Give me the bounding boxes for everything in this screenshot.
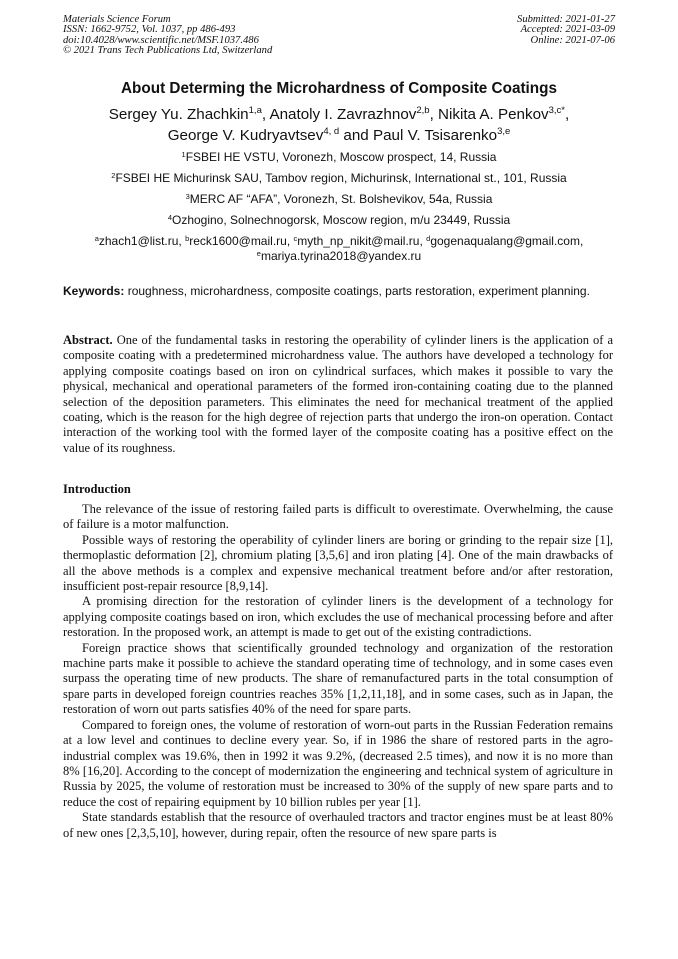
aff-text: MERC AF “AFA”, Voronezh, St. Bolshevikov, 54a, Russia — [189, 192, 493, 206]
abstract-label: Abstract. — [63, 333, 113, 347]
email-sup: e — [256, 249, 261, 258]
email-sup: d — [426, 234, 431, 243]
author-name: Nikita A. Penkov — [438, 106, 549, 123]
email: myth_np_nikit@mail.ru, — [297, 234, 427, 248]
paragraph: A promising direction for the restoration of cylinder liners is the development of a technology for applying composite coatings based on iron, which excludes the use of mechanical processing before and after restoration. In the proposed work, an attempt is made to get out of the existing contradictions. — [63, 594, 613, 640]
paper-title: About Determing the Microhardness of Composite Coatings — [121, 80, 557, 97]
affiliation-2 — [0, 171, 678, 187]
author-sup: 2,b — [416, 105, 430, 116]
email: zhach1@list.ru, — [98, 234, 186, 248]
journal-info — [63, 15, 272, 56]
aff-sup: 1 — [181, 150, 186, 159]
submitted-date: Submitted: 2021-01-27 — [517, 14, 615, 25]
copyright-line: © 2021 Trans Tech Publications Ltd, Switzerland — [63, 44, 273, 56]
author-name: Anatoly I. Zavrazhnov — [269, 106, 417, 123]
online-date: Online: 2021-07-06 — [530, 34, 615, 46]
publication-dates — [517, 15, 615, 46]
affiliation-3 — [0, 192, 678, 208]
paragraph: State standards establish that the resource of overhauled tractors and tractor engines must be at least 80% of new ones [2,3,5,10], however, during repair, often the resource of new spare parts is — [63, 810, 613, 840]
aff-sup: 3 — [185, 192, 190, 201]
author-name: George V. Kudryavtsev — [167, 127, 324, 144]
aff-text: Ozhogino, Solnechnogorsk, Moscow region, m/u 23449, Russia — [171, 213, 511, 227]
email-line-1 — [0, 234, 678, 250]
email: gogenaqualang@gmail.com, — [430, 234, 584, 248]
issn-line: ISSN: 1662-9752, Vol. 1037, pp 486-493 — [63, 24, 236, 36]
author-sup: 3,c* — [548, 105, 565, 116]
aff-sup: 2 — [111, 171, 116, 180]
email-sup: a — [94, 234, 99, 243]
paragraph: The relevance of the issue of restoring failed parts is difficult to overestimate. Overwhelming, the cause of failure is a motor malfunction. — [63, 502, 613, 532]
author-list — [0, 105, 678, 147]
affiliation-4 — [0, 213, 678, 229]
abstract — [63, 333, 613, 456]
accepted-date: Accepted: 2021-03-09 — [520, 24, 615, 36]
author-name: Sergey Yu. Zhachkin — [108, 106, 249, 123]
section-heading-introduction: Introduction — [63, 482, 131, 496]
paragraph: Foreign practice shows that scientifically grounded technology and organization of the restoration machine parts make it possible to achieve the standard operating time of technology, and in some cases even surpass the operating time of new products. The share of remanufactured parts in the total consumption of spare parts in developed foreign countries reaches 35% [1,2,11,18], and in some cases, such as in Japan, the restoration of worn out parts satisfies 40% of the need for spare parts. — [63, 640, 613, 717]
author-name: Paul V. Tsisarenko — [372, 127, 498, 144]
aff-text: FSBEI HE VSTU, Voronezh, Moscow prospect, 14, Russia — [185, 150, 497, 164]
email-sup: b — [185, 234, 190, 243]
affiliation-1 — [0, 150, 678, 166]
journal-name: Materials Science Forum — [63, 14, 171, 25]
author-line-1: Sergey Yu. Zhachkin$^{1,a}$, Anatoly I. Zavrazhnov$^{2,b}$, Nikita A. Penkov$^{3,c*}$, — [108, 105, 570, 123]
abstract-text: One of the fundamental tasks in restoring the operability of cylinder liners is the application of a composite coating with a predetermined microhardness value. The authors have developed a technology for applying composite coatings based on iron on cylindrical surfaces, which makes it possible to vary the physical, mechanical and operational parameters of the formed iron-containing coating due to the planned selection of the deposition parameters. This eliminates the need for mechanical treatment of the applied coating, which is the reason for the high degree of rejection parts that undergo the iron-on operation. Contact interaction of the working tool with the formed layer of the composite coating has a positive effect on the value of its roughness. — [63, 333, 614, 455]
paragraph: Possible ways of restoring the operability of cylinder liners are boring or grinding to the repair size [1], thermoplastic deformation [2], chromium plating [3,5,6] and iron plating [4]. One of the main drawbacks of all the above methods is a complex and expensive mechanical treatment before and/or after restoration, insufficient post-repair resource [8,9,14]. — [63, 532, 613, 594]
aff-sup: 4 — [167, 213, 172, 222]
keywords — [63, 284, 613, 299]
author-sup: 3,e — [497, 126, 511, 137]
aff-text: FSBEI HE Michurinsk SAU, Tambov region, Michurinsk, International st., 101, Russia — [115, 171, 567, 185]
doi-line: doi:10.4028/www.scientific.net/MSF.1037.486 — [63, 34, 259, 46]
author-sup: 4, d — [323, 126, 340, 137]
email-sup: c — [293, 234, 298, 243]
email: reck1600@mail.ru, — [189, 234, 294, 248]
author-line-2: George V. Kudryavtsev$^{4, d}$ and Paul V. Tsisarenko$^{3,e}$ — [167, 126, 511, 144]
keywords-text: roughness, microhardness, composite coatings, parts restoration, experiment planning. — [127, 284, 590, 298]
keywords-label: Keywords: — [63, 284, 125, 298]
author-sup: 1,a — [248, 105, 262, 116]
introduction-body — [63, 502, 613, 841]
email-line-2 — [0, 249, 678, 265]
email: mariya.tyrina2018@yandex.ru — [260, 249, 422, 263]
paragraph: Compared to foreign ones, the volume of restoration of worn-out parts in the Russian Federation remains at a low level and continues to decline every year. So, if in 1986 the share of restored parts in the agro-industrial complex was 19.6%, then in 1992 it was 9.2%, (decreased 2.5 times), and now it is no more than 8% [16,20]. According to the concept of modernization the engineering and technical system of agriculture in Russia by 2025, the volume of restoration must be increased to 30% of the supply of new spare parts and to reduce the cost of repairing equipment by 10 billion rubles per year [1]. — [63, 717, 613, 809]
